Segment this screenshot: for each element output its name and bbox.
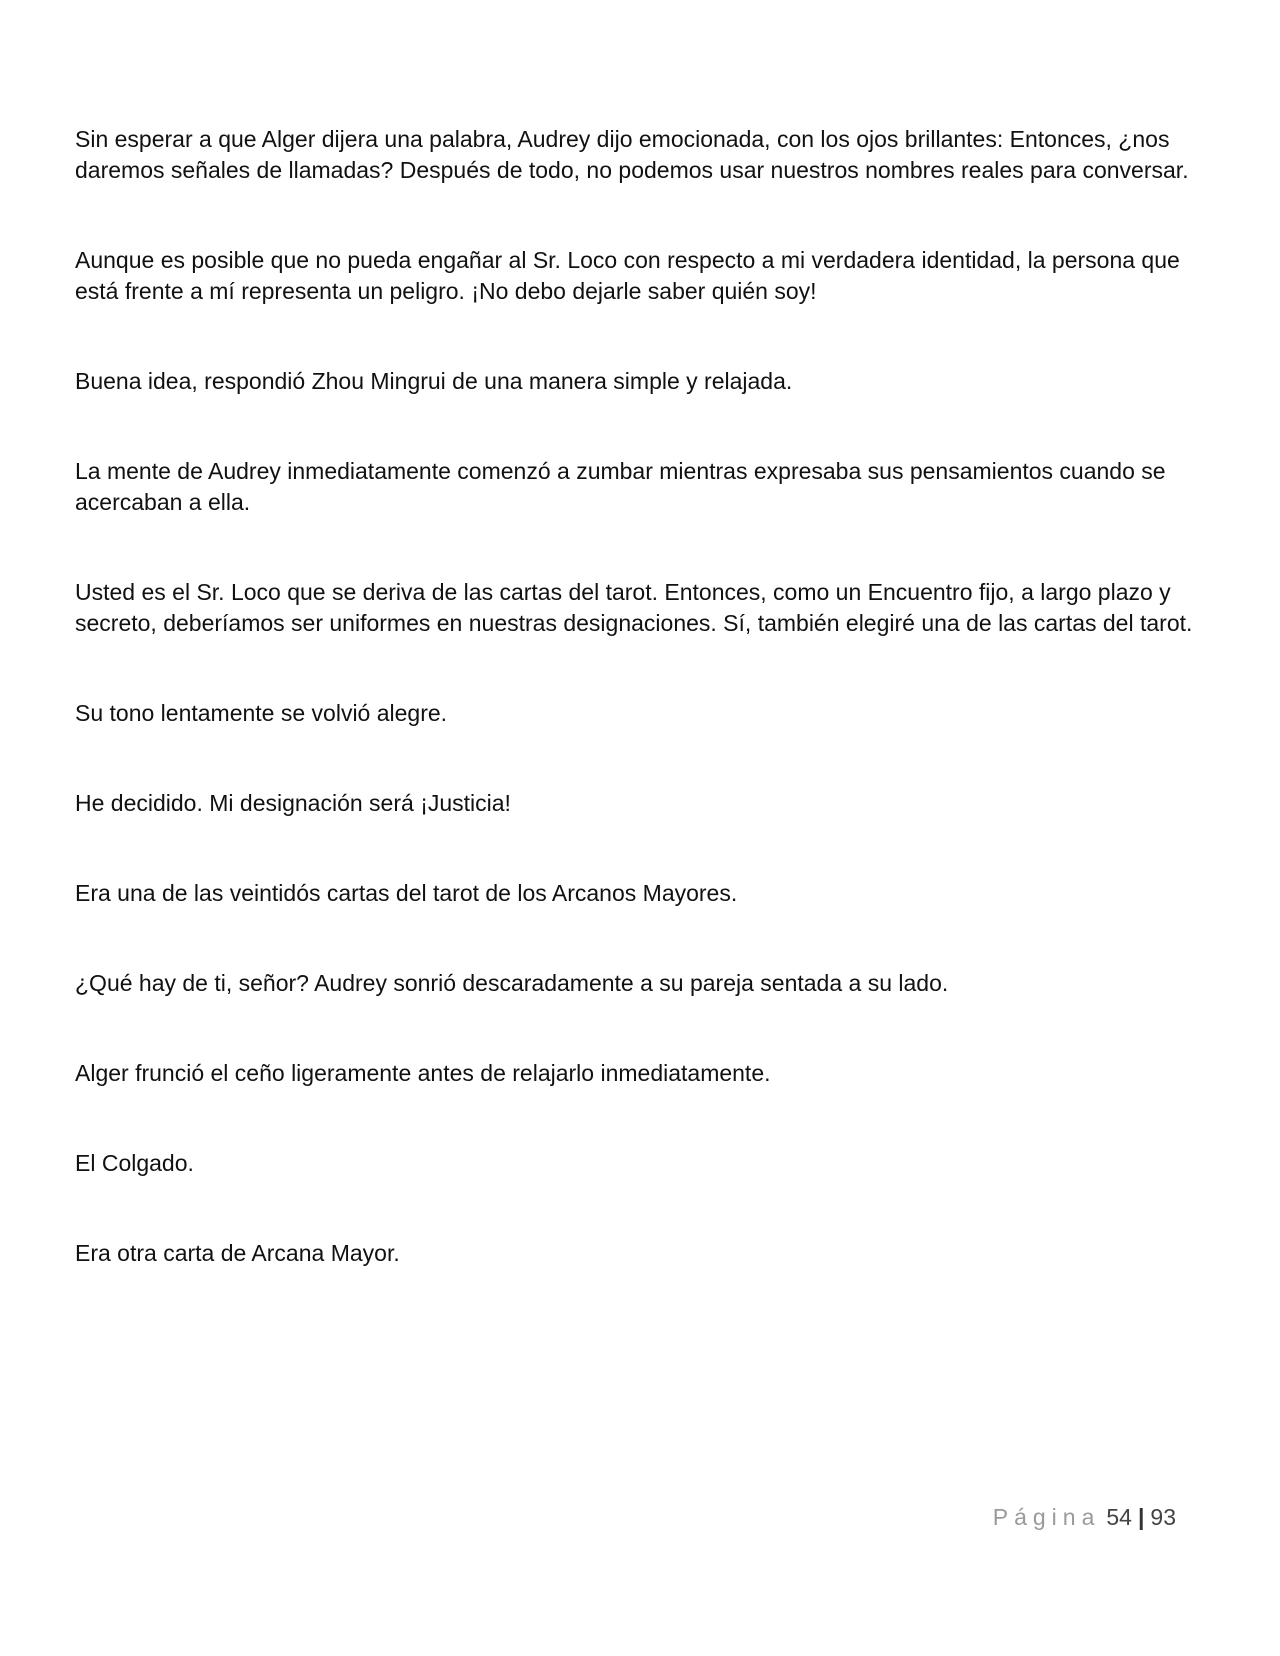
page-footer xyxy=(993,1503,1176,1531)
page-total: 93 xyxy=(1150,1504,1176,1530)
paragraph-11: El Colgado. xyxy=(75,1150,194,1176)
page-number: 54 xyxy=(1106,1504,1132,1530)
paragraph-1: Sin esperar a que Alger dijera una palabra, Audrey dijo emocionada, con los ojos brillantes: Entonces, ¿nos daremos señales de llamadas? Después de todo, no podemos usar nuestros nombres reales para conversar. xyxy=(75,126,1189,183)
page-label: Página xyxy=(992,1504,1101,1530)
paragraph-9: ¿Qué hay de ti, señor? Audrey sonrió descaradamente a su pareja sentada a su lado. xyxy=(75,970,949,996)
paragraph-2: Aunque es posible que no pueda engañar al Sr. Loco con respecto a mi verdadera identidad, la persona que está frente a mí representa un peligro. ¡No debo dejarle saber quién soy! xyxy=(75,247,1180,304)
paragraph-5: Usted es el Sr. Loco que se deriva de las cartas del tarot. Entonces, como un Encuentro fijo, a largo plazo y secreto, deberíamos ser uniformes en nuestras designaciones. Sí, también elegiré una de las cartas del tarot. xyxy=(75,579,1193,636)
paragraph-6: Su tono lentamente se volvió alegre. xyxy=(75,700,448,726)
page-separator: | xyxy=(1137,1504,1145,1530)
paragraph-12: Era otra carta de Arcana Mayor. xyxy=(75,1240,400,1266)
paragraph-7: He decidido. Mi designación será ¡Justicia! xyxy=(75,790,511,816)
paragraph-4: La mente de Audrey inmediatamente comenzó a zumbar mientras expresaba sus pensamientos cuando se acercaban a ella. xyxy=(75,458,1166,515)
document-body xyxy=(75,124,1215,1269)
paragraph-10: Alger frunció el ceño ligeramente antes de relajarlo inmediatamente. xyxy=(75,1060,771,1086)
paragraph-3: Buena idea, respondió Zhou Mingrui de una manera simple y relajada. xyxy=(75,368,793,394)
paragraph-8: Era una de las veintidós cartas del tarot de los Arcanos Mayores. xyxy=(75,880,738,906)
